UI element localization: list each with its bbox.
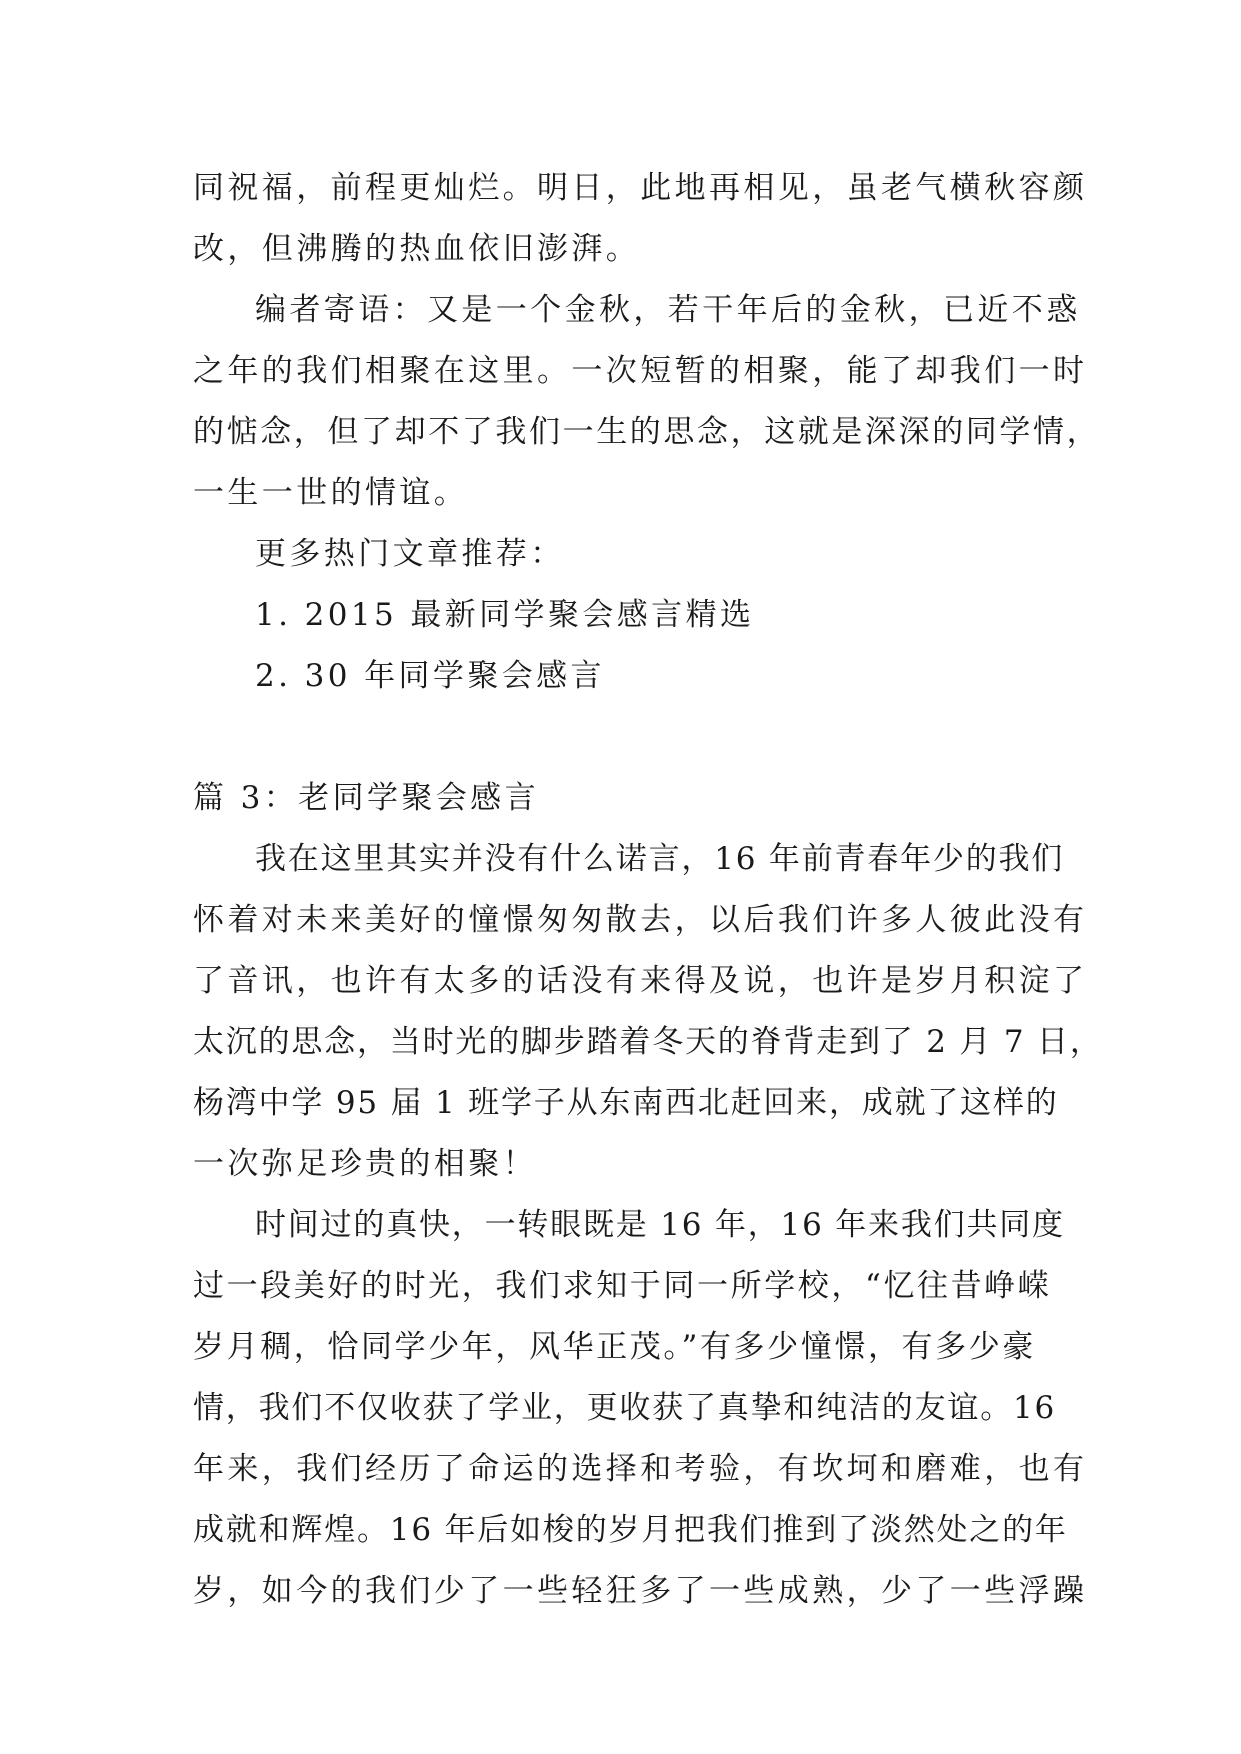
- text-line: 杨湾中学 95 届 1 班学子从东南西北赶回来，成就了这样的: [193, 1085, 1059, 1121]
- text-line: 改，但沸腾的热血依旧澎湃。: [193, 231, 641, 267]
- document-page: [193, 158, 1103, 1622]
- section-spacer: [193, 707, 1053, 768]
- text-line: 同祝福，前程更灿烂。明日，此地再相见，虽老气横秋容颜: [193, 170, 1088, 206]
- text-line: 情，我们不仅收获了学业，更收获了真挚和纯洁的友谊。16: [193, 1390, 1057, 1426]
- text-line: 怀着对未来美好的憧憬匆匆散去，以后我们许多人彼此没有: [193, 902, 1088, 938]
- text-line: 一生一世的情谊。: [193, 475, 469, 511]
- section-title: 篇 3：老同学聚会感言: [193, 780, 539, 816]
- text-line: 太沉的思念，当时光的脚步踏着冬天的脊背走到了 2 月 7 日，: [193, 1024, 1103, 1060]
- text-line: 年来，我们经历了命运的选择和考验，有坎坷和磨难，也有: [193, 1451, 1088, 1487]
- text-line: 的惦念，但了却不了我们一生的思念，这就是深深的同学情，: [193, 414, 1101, 450]
- text-line: 了音讯，也许有太多的话没有来得及说，也许是岁月积淀了: [193, 963, 1088, 999]
- text-line: 时间过的真快，一转眼既是 16 年，16 年来我们共同度: [255, 1207, 1065, 1243]
- text-line: 我在这里其实并没有什么诺言，16 年前青春年少的我们: [255, 841, 1065, 877]
- text-line: 编者寄语：又是一个金秋，若干年后的金秋，已近不惑: [255, 292, 1081, 328]
- text-line: 成就和辉煌。16 年后如梭的岁月把我们推到了淡然处之的年: [193, 1512, 1068, 1548]
- recommend-link[interactable]: 2. 30 年同学聚会感言: [255, 658, 605, 694]
- recommend-link[interactable]: 1. 2015 最新同学聚会感言精选: [255, 597, 755, 633]
- text-line: 岁，如今的我们少了一些轻狂多了一些成熟，少了一些浮躁: [193, 1573, 1088, 1609]
- text-line: 岁月稠，恰同学少年，风华正茂。”有多少憧憬，有多少豪: [193, 1329, 1036, 1365]
- text-line: 一次弥足珍贵的相聚！: [193, 1146, 537, 1182]
- text-line: 过一段美好的时光，我们求知于同一所学校，“忆往昔峥嵘: [193, 1268, 1052, 1304]
- text-line: 之年的我们相聚在这里。一次短暂的相聚，能了却我们一时: [193, 353, 1088, 389]
- recommend-title: 更多热门文章推荐：: [255, 536, 565, 572]
